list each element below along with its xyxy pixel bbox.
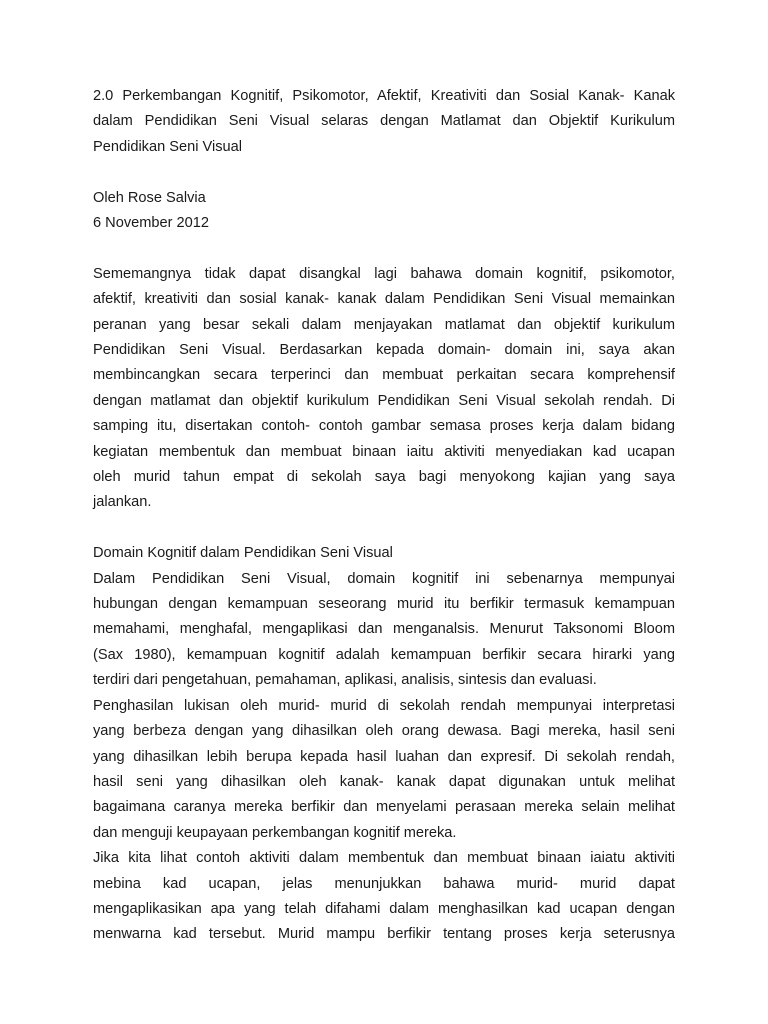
paragraph-line: kegiatan membentuk dan membuat binaan iaitu aktiviti menyediakan kad ucapan — [93, 443, 675, 460]
paragraph-line: Penghasilan lukisan oleh murid- murid di sekolah rendah mempunyai interpretasi — [93, 697, 675, 714]
spacer — [93, 236, 675, 261]
paragraph-line: terdiri dari pengetahuan, pemahaman, aplikasi, analisis, sintesis dan evaluasi. — [93, 672, 597, 689]
spacer — [93, 516, 675, 541]
paragraph-line: afektif, kreativiti dan sosial kanak- kanak dalam Pendidikan Seni Visual memainkan — [93, 291, 675, 308]
paragraph-line: (Sax 1980), kemampuan kognitif adalah kemampuan berfikir secara hirarki yang — [93, 646, 675, 663]
paragraph-line: hasil seni yang dihasilkan oleh kanak- kanak dapat digunakan untuk melihat — [93, 773, 675, 790]
title-line: 2.0 Perkembangan Kognitif, Psikomotor, Afektif, Kreativiti dan Sosial Kanak- Kanak — [93, 88, 675, 104]
paragraph-line: memahami, menghafal, mengaplikasi dan menganalsis. Menurut Taksonomi Bloom — [93, 621, 675, 638]
title-line: dalam Pendidikan Seni Visual selaras dengan Matlamat dan Objektif Kurikulum — [93, 113, 675, 130]
paragraph-children-artwork — [93, 694, 675, 846]
paragraph-line: dengan matlamat dan objektif kurikulum Pendidikan Seni Visual sekolah rendah. Di — [93, 392, 675, 409]
paragraph-line: mengaplikasikan apa yang telah difahami dalam menghasilkan kad ucapan dengan — [93, 900, 675, 917]
paragraph-line: jalankan. — [93, 494, 152, 511]
paragraph-line: mebina kad ucapan, jelas menunjukkan bahawa murid- murid dapat — [93, 875, 675, 892]
paragraph-line: hubungan dengan kemampuan seseorang murid itu berfikir termasuk kemampuan — [93, 596, 675, 613]
section-heading: Domain Kognitif dalam Pendidikan Seni Visual — [93, 545, 393, 562]
date-line: 6 November 2012 — [93, 215, 210, 232]
spacer — [93, 160, 675, 185]
author-line: Oleh Rose Salvia — [93, 189, 206, 206]
paragraph-line: samping itu, disertakan contoh- contoh gambar semasa proses kerja dalam bidang — [93, 418, 675, 435]
paragraph-line: Dalam Pendidikan Seni Visual, domain kognitif ini sebenarnya mempunyai — [93, 570, 675, 587]
paragraph-line: peranan yang besar sekali dalam menjayakan matlamat dan objektif kurikulum — [93, 316, 675, 333]
paragraph-cognitive-definition — [93, 567, 675, 694]
document-title — [93, 84, 675, 160]
paragraph-line: dan menguji keupayaan perkembangan kognitif mereka. — [93, 824, 457, 841]
title-line: Pendidikan Seni Visual — [93, 138, 243, 155]
paragraph-line: yang berbeza dengan yang dihasilkan oleh orang dewasa. Bagi mereka, hasil seni — [93, 723, 675, 740]
paragraph-line: yang dihasilkan lebih berupa kepada hasil luahan dan expresif. Di sekolah rendah, — [93, 748, 675, 765]
paragraph-line: oleh murid tahun empat di sekolah saya bagi menyokong kajian yang saya — [93, 469, 675, 486]
intro-paragraph — [93, 262, 675, 516]
paragraph-line: Pendidikan Seni Visual. Berdasarkan kepada domain- domain ini, saya akan — [93, 342, 675, 359]
document-page — [93, 84, 675, 948]
paragraph-line: membincangkan secara terperinci dan membuat perkaitan secara komprehensif — [93, 367, 675, 384]
paragraph-line: menwarna kad tersebut. Murid mampu berfikir tentang proses kerja seterusnya — [93, 926, 675, 943]
paragraph-greeting-card-activity — [93, 846, 675, 948]
paragraph-line: bagaimana caranya mereka berfikir dan menyelami perasaan mereka selain melihat — [93, 799, 675, 816]
paragraph-line: Jika kita lihat contoh aktiviti dalam membentuk dan membuat binaan iaiatu aktiviti — [93, 850, 675, 867]
paragraph-line: Sememangnya tidak dapat disangkal lagi bahawa domain kognitif, psikomotor, — [93, 265, 675, 282]
